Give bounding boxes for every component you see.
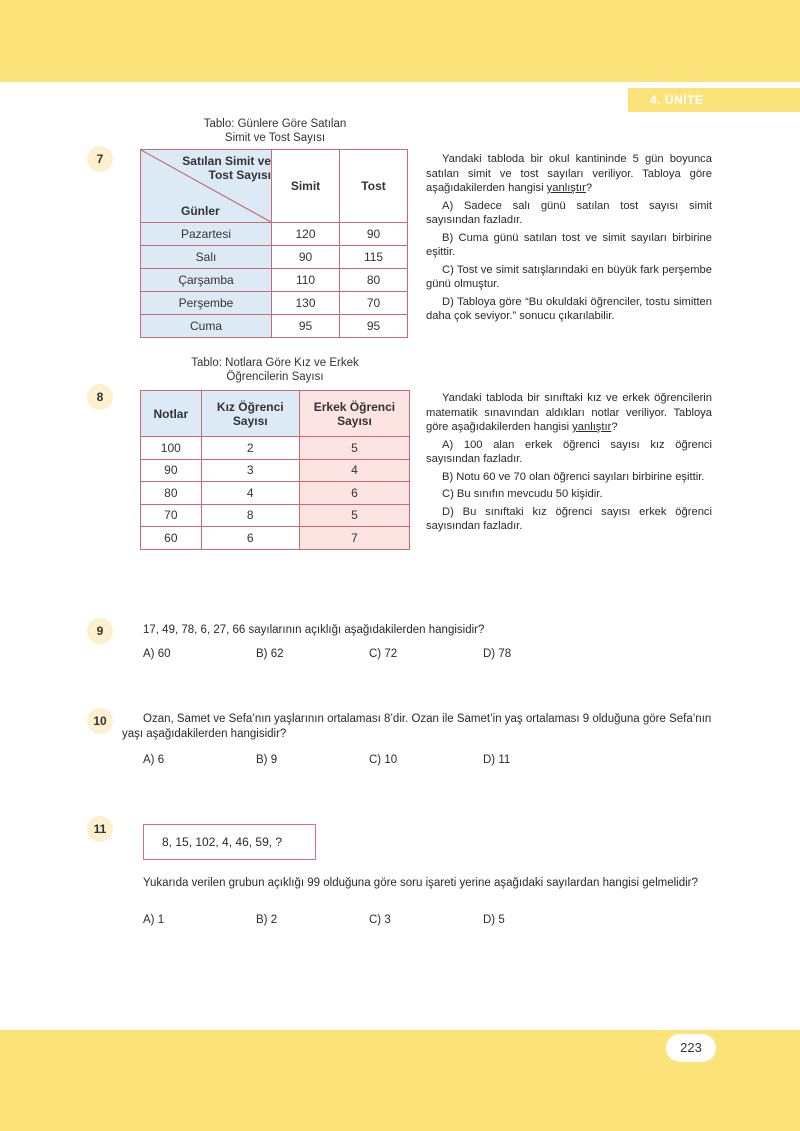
question-10-number: 10 bbox=[87, 708, 113, 734]
q7-diag-top-line1: Satılan Simit ve bbox=[182, 154, 271, 168]
q8-cell-erkek: 5 bbox=[299, 437, 409, 460]
table-row bbox=[141, 292, 408, 315]
q8-stem-end: ? bbox=[611, 421, 618, 433]
q10-option-b[interactable]: B) 9 bbox=[256, 754, 278, 766]
table-row bbox=[141, 504, 410, 527]
table-row bbox=[141, 246, 408, 269]
table-row bbox=[141, 437, 410, 460]
q7-stem-underlined: yanlıştır bbox=[546, 182, 586, 194]
table-row bbox=[141, 527, 410, 550]
q10-options bbox=[0, 754, 800, 770]
q9-option-b[interactable]: B) 62 bbox=[256, 648, 284, 660]
q11-option-b[interactable]: B) 2 bbox=[256, 914, 278, 926]
q7-option-a[interactable]: A) Sadece salı günü satılan tost sayısı simit sayısından fazladır. bbox=[426, 199, 712, 226]
q11-option-c[interactable]: C) 3 bbox=[369, 914, 391, 926]
q7-cell-simit: 120 bbox=[272, 223, 340, 246]
q9-options bbox=[0, 648, 800, 664]
q8-col-kiz-line2: Sayısı bbox=[232, 413, 268, 428]
q7-diag-top-label bbox=[163, 154, 271, 182]
q7-cell-tost: 90 bbox=[340, 223, 408, 246]
q7-stem-end: ? bbox=[585, 182, 593, 194]
q8-table bbox=[140, 390, 410, 550]
q8-cell-note: 60 bbox=[141, 527, 202, 550]
table-row bbox=[141, 269, 408, 292]
question-11-number: 11 bbox=[87, 816, 113, 842]
q7-text bbox=[426, 152, 712, 324]
q8-col-kiz-line1: Kız Öğrenci bbox=[216, 399, 284, 414]
q7-option-b[interactable]: B) Cuma günü satılan tost ve simit sayıları birbirine eşittir. bbox=[426, 231, 712, 258]
q7-cell-simit: 110 bbox=[272, 269, 340, 292]
q8-option-b[interactable]: B) Notu 60 ve 70 olan öğrenci sayıları birbirine eşittir. bbox=[442, 470, 705, 483]
q8-cell-kiz: 8 bbox=[201, 504, 299, 527]
q7-cell-tost: 80 bbox=[340, 269, 408, 292]
q8-col-kiz bbox=[201, 391, 299, 437]
q8-cell-erkek: 6 bbox=[299, 482, 409, 505]
table-row bbox=[141, 459, 410, 482]
q8-cell-kiz: 2 bbox=[201, 437, 299, 460]
table-row bbox=[141, 223, 408, 246]
q11-option-a[interactable]: A) 1 bbox=[143, 914, 165, 926]
q7-stem bbox=[426, 152, 712, 196]
question-7-number: 7 bbox=[87, 146, 113, 172]
q10-stem: Ozan, Samet ve Sefa’nın yaşlarının ortalaması 8’dir. Ozan ile Samet’in yaş ortalaması 9 olduğuna göre Sefa’nın yaşı aşağıdakilerden hangisidir? bbox=[122, 713, 712, 740]
q7-caption-line2: Simit ve Tost Sayısı bbox=[224, 132, 326, 144]
q8-cell-note: 90 bbox=[141, 459, 202, 482]
q7-cell-tost: 115 bbox=[340, 246, 408, 269]
q8-option-a[interactable]: A) 100 alan erkek öğrenci sayısı kız öğrenci sayısından fazladır. bbox=[426, 438, 712, 465]
header-band bbox=[0, 0, 800, 82]
q7-cell-simit: 130 bbox=[272, 292, 340, 315]
q7-table bbox=[140, 149, 408, 338]
question-8-number: 8 bbox=[87, 384, 113, 410]
q7-col-simit: Simit bbox=[272, 150, 340, 223]
q7-option-c[interactable]: C) Tost ve simit satışlarındaki en büyük fark perşembe günü olmuştur. bbox=[426, 263, 712, 290]
q10-option-d[interactable]: D) 11 bbox=[483, 754, 511, 766]
q11-stem: Yukarıda verilen grubun açıklığı 99 olduğuna göre soru işareti yerine aşağıdaki sayılardan hangisi gelmelidir? bbox=[143, 877, 698, 889]
q8-stem bbox=[426, 391, 712, 435]
q7-cell-day: Perşembe bbox=[141, 292, 272, 315]
q11-options bbox=[0, 914, 800, 930]
question-9-number: 9 bbox=[87, 618, 113, 644]
table-row bbox=[141, 482, 410, 505]
q7-cell-tost: 95 bbox=[340, 315, 408, 338]
q7-diag-top-line2: Tost Sayısı bbox=[208, 168, 271, 182]
q7-cell-day: Çarşamba bbox=[141, 269, 272, 292]
q8-col-erkek-line1: Erkek Öğrenci bbox=[313, 399, 396, 414]
q8-cell-note: 80 bbox=[141, 482, 202, 505]
q7-cell-simit: 90 bbox=[272, 246, 340, 269]
q8-cell-erkek: 5 bbox=[299, 504, 409, 527]
q7-cell-day: Pazartesi bbox=[141, 223, 272, 246]
q8-stem-main: Yandaki tabloda bir sınıftaki kız ve erkek öğrencilerin matematik sınavından aldıkları notlar veriliyor. Tabloya göre aşağıdakilerden hangisi bbox=[426, 392, 712, 433]
table-row bbox=[141, 315, 408, 338]
page-number: 223 bbox=[666, 1034, 716, 1062]
q8-stem-underlined: yanlıştır bbox=[572, 421, 612, 433]
q7-option-d[interactable]: D) Tabloya göre “Bu okuldaki öğrenciler, tostu simitten daha çok seviyor.” sonucu çıkarılabilir. bbox=[426, 295, 712, 322]
q8-col-erkek-line2: Sayısı bbox=[337, 413, 372, 428]
q11-option-d[interactable]: D) 5 bbox=[483, 914, 505, 926]
q8-option-d[interactable]: D) Bu sınıftaki kız öğrenci sayısı erkek öğrenci sayısından fazladır. bbox=[426, 505, 712, 532]
q7-caption-line1: Tablo: Günlere Göre Satılan bbox=[203, 118, 347, 130]
q8-cell-kiz: 3 bbox=[201, 459, 299, 482]
q8-cell-note: 100 bbox=[141, 437, 202, 460]
q11-sequence-box: 8, 15, 102, 4, 46, 59, ? bbox=[143, 824, 316, 860]
q8-cell-note: 70 bbox=[141, 504, 202, 527]
q8-option-c[interactable]: C) Bu sınıfın mevcudu 50 kişidir. bbox=[442, 488, 603, 500]
q10-option-a[interactable]: A) 6 bbox=[143, 754, 165, 766]
q7-cell-day: Salı bbox=[141, 246, 272, 269]
q7-table-caption bbox=[140, 117, 410, 145]
q8-caption-line2: Öğrencilerin Sayısı bbox=[226, 371, 324, 383]
q8-cell-kiz: 4 bbox=[201, 482, 299, 505]
q10-option-c[interactable]: C) 10 bbox=[369, 754, 398, 766]
q7-cell-day: Cuma bbox=[141, 315, 272, 338]
q9-stem: 17, 49, 78, 6, 27, 66 sayılarının açıklığı aşağıdakilerden hangisidir? bbox=[143, 624, 485, 636]
q8-cell-erkek: 7 bbox=[299, 527, 409, 550]
q9-option-a[interactable]: A) 60 bbox=[143, 648, 171, 660]
q7-cell-simit: 95 bbox=[272, 315, 340, 338]
q9-option-c[interactable]: C) 72 bbox=[369, 648, 398, 660]
q8-col-notlar: Notlar bbox=[141, 391, 202, 437]
unit-label: 4. ÜNİTE bbox=[628, 88, 800, 112]
q7-stem-main: Yandaki tabloda bir okul kantininde 5 gün boyunca satılan simit ve tost sayıları veriliyor. Tabloya göre aşağıdakilerden hangisi bbox=[426, 153, 712, 194]
q8-text bbox=[426, 391, 712, 534]
q7-col-tost: Tost bbox=[340, 150, 408, 223]
q7-table-diagonal-header bbox=[141, 150, 272, 223]
q8-cell-erkek: 4 bbox=[299, 459, 409, 482]
q8-caption-line1: Tablo: Notlara Göre Kız ve Erkek bbox=[191, 357, 359, 369]
q8-cell-kiz: 6 bbox=[201, 527, 299, 550]
q7-cell-tost: 70 bbox=[340, 292, 408, 315]
q8-col-erkek bbox=[299, 391, 409, 437]
q8-table-caption bbox=[140, 356, 410, 384]
q7-diag-bottom-label: Günler bbox=[181, 204, 220, 218]
q9-option-d[interactable]: D) 78 bbox=[483, 648, 512, 660]
